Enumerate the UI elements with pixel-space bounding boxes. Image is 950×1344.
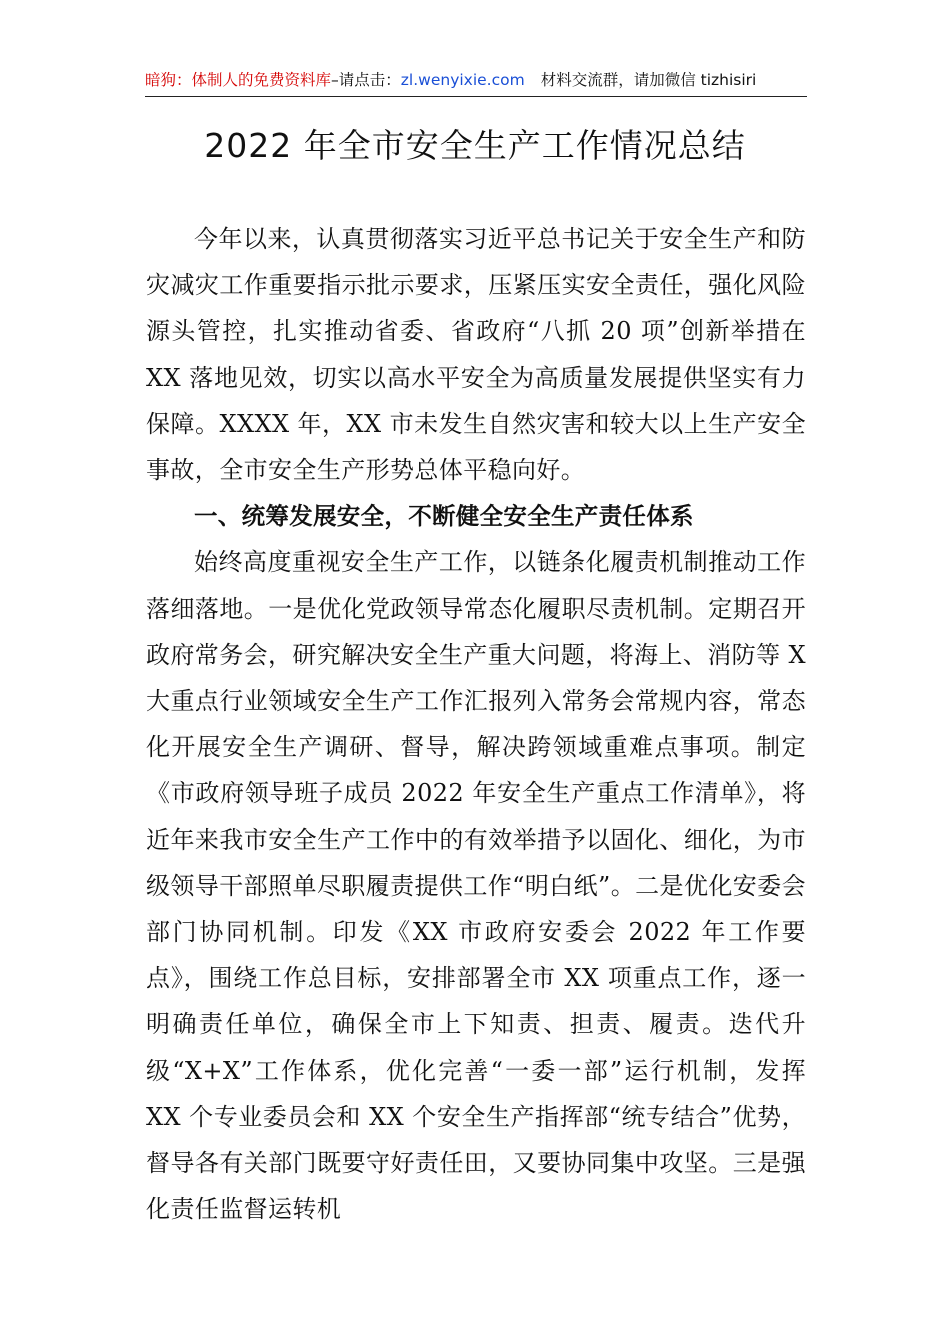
header-click-prompt: –请点击： <box>331 71 401 89</box>
section-heading: 一、统筹发展安全，不断健全安全生产责任体系 <box>194 502 694 531</box>
document-title: 2022 年全市安全生产工作情况总结 <box>204 126 746 165</box>
document-body <box>146 216 806 1232</box>
section-paragraph: 始终高度重视安全生产工作，以链条化履责机制推动工作落细落地。一是优化党政领导常态化履职尽责机制。定期召开政府常务会，研究解决安全生产重大问题，将海上、消防等 X 大重点行业领域安全生产工作汇报列入常务会常规内容，常态化开展安全生产调研、督导，解决跨领域重难点事项。制定《市政府领导班子成员 2022 年安全生产重点工作清单》，将近年来我市安全生产工作中的有效举措予以固化、细化，为市级领导干部照单尽职履责提供工作“明白纸”。二是优化安委会部门协同机制。印发《XX 市政府安委会 2022 年工作要点》，围绕工作总目标，安排部署全市 XX 项重点工作，逐一明确责任单位，确保全市上下知责、担责、履责。迭代升级“X+X”工作体系，优化完善“一委一部”运行机制，发挥 XX 个专业委员会和 XX 个安全生产指挥部“统专结合”优势，督导各有关部门既要守好责任田，又要协同集中攻坚。三是强化责任监督运转机 <box>146 548 806 1224</box>
header-url-link[interactable]: zl.wenyixie.com <box>400 71 525 89</box>
intro-paragraph: 今年以来，认真贯彻落实习近平总书记关于安全生产和防灾减灾工作重要指示批示要求，压紧压实安全责任，强化风险源头管控，扎实推动省委、省政府“八抓 20 项”创新举措在 XX 落地见效，切实以高水平安全为高质量发展提供坚实有力保障。XXXX 年，XX 市未发生自然灾害和较大以上生产安全事故，全市安全生产形势总体平稳向好。 <box>146 225 806 485</box>
header-group-note: 材料交流群，请加微信 tizhisiri <box>540 71 757 89</box>
page-header <box>145 64 807 97</box>
header-site-name: 暗狗：体制人的免费资料库 <box>145 71 332 89</box>
